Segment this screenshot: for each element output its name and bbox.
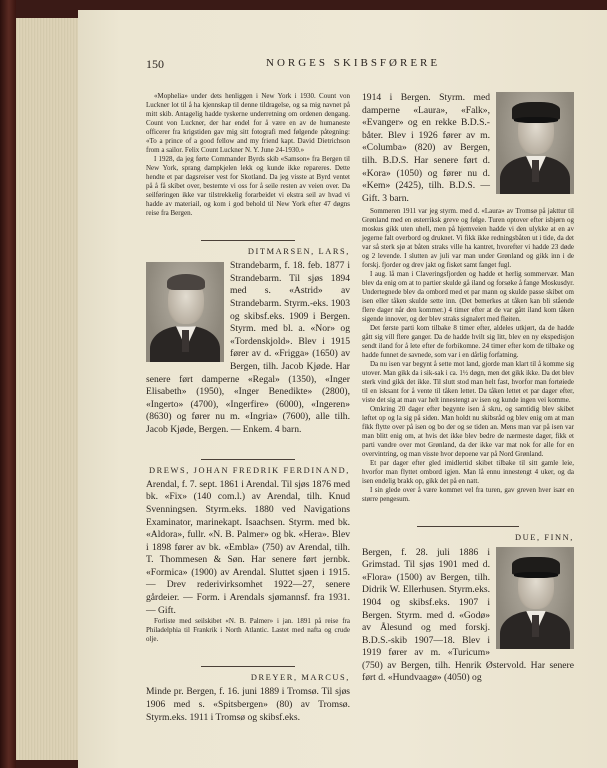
entry-due (362, 547, 574, 686)
entry-text: Strandebarm, f. 18. feb. 1877 i Strandebarm. Til sjøs 1894 med s. «Astrid» av Strandebarm. Styrm.-eks. 1903 og skibsf.eks. 1909 i Bergen. Styrm. med bl. a. «Nor» og «Tordenskjold». Blev i 1915 fører av d. «Frigga» (1650) av Bergen, tilh. Jacob Kjøde. Har senere ført damperne «Regal» (1350), «Inger Elisabeth» (1950), «Inger Benedikte» (2800), «Ingerto» (4700), «Ingerfire» (6000), «Ingeren» (8630) og fører nu m. «Ingria» (7600), alle tilh. Jacob Kjøde, Bergen. — Enkem. 4 barn. (146, 260, 350, 435)
left-column (146, 92, 350, 724)
page-number: 150 (146, 57, 164, 71)
story-paragraph: I sin glede over å være kommet vel fra turen, gav greven hver især en større pengesum. (362, 486, 574, 504)
divider (201, 459, 295, 460)
entry-text: Minde pr. Bergen, f. 16. juni 1889 i Tromsø. Til sjøs 1906 med s. «Spitsbergen» (80) av Tromsø. Styrm.eks. 1911 i Tromsø og skibsf.eks. (146, 686, 350, 723)
page-edges (16, 18, 78, 760)
portrait-ditmarsen-icon (146, 262, 224, 362)
divider (201, 240, 295, 241)
dreyer-story (362, 205, 574, 504)
book-page (78, 10, 607, 768)
book-binding (0, 0, 16, 768)
entry-dreyer (146, 686, 350, 724)
entry-name-due: DUE, FINN, (514, 533, 574, 543)
divider (201, 666, 295, 667)
entry-text: Bergen, f. 28. juli 1886 i Grimstad. Til sjøs 1901 med d. «Flora» (1500) av Bergen, tilh. Didrik W. Ellerhusen. Styrm.eks. 1904 og skibsf.eks. 1907 i Bergen. Styrm. med d. «Godø» av Ålesund og med forskj. B.D.S.-skib 1907—18. Blev i 1919 fører av m. «Turicum» (750) av Bergen, tilh. Henrik Østervold. Har senere ført d. «Hundvaagø» (4050) og (362, 546, 574, 684)
right-column (362, 92, 574, 685)
story-paragraph: I aug. lå man i Claveringsfjorden og hadde et herlig sommervær. Man blev da enig om at to partier skulde gå iland og forsøke å fange Moskusdyr. Undertegnede blev da ombord med et par mann og skulde passe skibet om isen eller tåken skulde sette inn. (Det bemerkes at tåken kan bli stående flere dager når den kommer.) 4 timer efter at de var gått iland kom tåken sigende innover, og der blev straks signalert med fløiten. (362, 270, 574, 324)
portrait-due-icon (496, 547, 574, 649)
story-paragraph: Et par dager efter gled imidlertid skibet tilbake til sitt gamle leie, hvorfor man flyttet ombord igjen. Man lå ennu innestengt 4 uker, og da isen endelig brakk op, gikk det på en natt. (362, 459, 574, 486)
entry-ditmarsen (146, 260, 350, 436)
divider (417, 526, 519, 527)
intro-block (146, 92, 350, 218)
story-paragraph: Omkring 20 dager efter begynte isen å skru, og samtidig blev skibet løftet op og la sig på siden. Man holdt nu skibsråd og blev enig om at man fikk flytte over på isen og bo der og se tiden an. Mens man var på isen var man blitt enig om, at hvis det ikke blev bedre de nærmeste dager, fikk et parti vandre over mot Grønland, da der ikke var mat nok for alle for en overvintring, og man visste hvor depoene var på Nord Grønland. (362, 405, 574, 459)
story-paragraph: Sommeren 1911 var jeg styrm. med d. «Laura» av Tromsø på jakttur til Grønland med en østerriksk greve og følge. Turen optover efter isbjørn og moskus gikk uten uhell, men på hjemveien hadde vi den ulykke at en av jegerne falt overbord og druknet. Vi fikk ikke redningsbåten ut i tide, da det var så sterk sjø at båten straks ville ha kantret, hvorefter vi hadde 23 døde og 2 levende. I slutten av juli var man under Grønland og gikk inn i de forskj. fjorder og drev jakt og fisket samt fanget fugl. (362, 207, 574, 270)
intro-paragraph: I 1928, da jeg førte Commander Byrds skib «Samson» fra Bergen til New York, sprang dampkjelen lekk og kunde ikke repareres. Dette hendte et par dagsreiser vest for Skotland. Da jeg visste at Byrd ventet på å få skibet over, bestemte vi oss for å seile resten av veien over. Da seilføringen ikke var tilstrekkelig forarbeidet vi ekstra seil av hvad vi hadde av materiail, og kom i god behold til New York efter 47 døgns reise fra Bergen. (146, 155, 350, 217)
portrait-dreyer-icon (496, 92, 574, 194)
entry-drews (146, 479, 350, 618)
story-paragraph: Da nu isen var begynt å sette mot land, gjorde man klart til å komme sig utover. Man gikk da i sik-sak i ca. 1½ døgn, men det gikk ikke. Da det blev sterk vind gikk det ikke. Til slutt stod man helt fast, hvorfor man fortøiede til en isksant for å vente til tåken lettet. Da tåken lettet et par dager efter, viste det sig at man var helt innestengt av isen og kunde ingen vei komme. (362, 360, 574, 405)
entry-text: Arendal, f. 7. sept. 1861 i Arendal. Til sjøs 1876 med bk. «Fix» (140 com.l.) av Arendal, tilh. Knud Svenningsen. Styrm.eks. 1880 ved Navigations Examinator, marinekapt. Isaachsen. Styrm. med bk. «Aldora», fullr. «N. B. Palmer» og bk. «Hera». Blev i 1898 fører av bk. «Embla» (750) av Arendal, tilh. T. Thommesen & Søn. Har senere ført jernbk. «Formica» (1900) av Arendal. Sluttet sjøen i 1915. — Drev rederivirksomhet 1922—27, senere gårdeier. — Form. i Arendals sjømannsf. fra 1931. — Gift. (146, 478, 350, 616)
entry-text: 1914 i Bergen. Styrm. med damperne «Laura», «Falk», «Evanger» og en rekke B.D.S.-båter. Blev i 1926 fører av m. «Columba» (820) av Bergen, tilh. B.D.S. Har senere ført d. «Kora» (1050) og fører nu d. «Kem» (2425), tilh. B.D.S. — Gift. 3 barn. (362, 92, 490, 204)
entry-name-drews: DREWS, JOHAN FREDRIK FERDINAND, (148, 465, 350, 475)
entry-dreyer-continued (362, 92, 574, 205)
entry-name-dreyer: DREYER, MARCUS, (250, 673, 350, 683)
running-head: NORGES SKIBSFØRERE (266, 57, 441, 69)
intro-paragraph: «Mophelia» under dets henliggen i New York i 1930. Count von Luckner lot til å ha kjennskap til denne tildragelse, og sa mig navnet på mitt skib. Antagelig hadde tyskerne underretning om ordenen dengang. Count von Luckner, der har endel for å være en av de humaneste officerer fra krigstiden gav mig sitt fotografi med følgende påtegning: «To a prince of a good fellow and my friend kapt. David Dietrichson from a sailor. Felix Count Luckner N. Y. June 24-1930.» (146, 92, 350, 154)
entry-name-ditmarsen: DITMARSEN, LARS, (247, 247, 350, 256)
entry-note (146, 617, 350, 644)
note-text: Forliste med seilskibet «N. B. Palmer» i jan. 1891 på reise fra Philadelphia til Frankrik i North Atlantic. Lastet med nafta og crude olje. (146, 617, 350, 644)
story-paragraph: Det første parti kom tilbake 8 timer efter, aldeles utkjørt, da de hadde gått sig vill flere ganger. Da de hadde hvilt sig litt, blev en ny ekspedisjon sendt iland for å lete efter de forbikomne. 24 timer efter kom de tilbake og hadde funnet de savnede, som var i en dårlig forfatning. (362, 324, 574, 360)
